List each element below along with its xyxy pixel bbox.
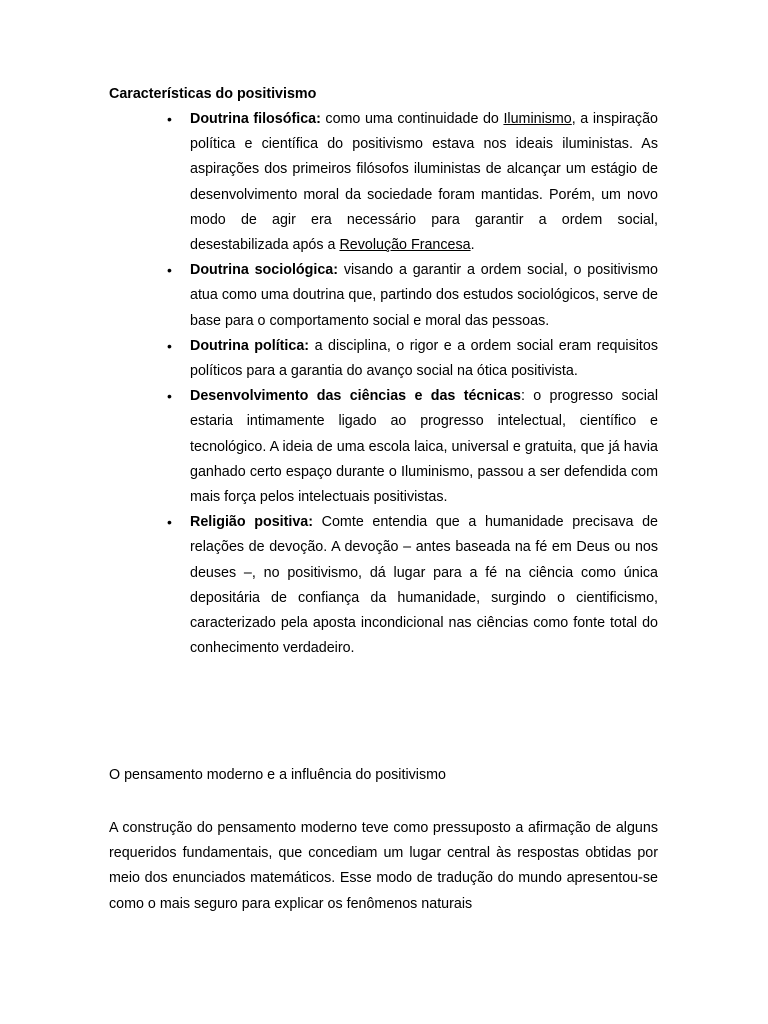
bullet-positive-religion [167, 510, 658, 661]
link-revolucao-francesa[interactable]: Revolução Francesa [339, 237, 471, 254]
bullet-dot: • [167, 111, 172, 127]
bullet-term: Desenvolvimento das ciências e das técnicas [190, 388, 521, 405]
bullet-text: : o progresso social estaria intimamente ligado ao progresso intelectual, científico e tecnológico. A ideia de uma escola laica, universal e gratuita, que já havia ganhado certo espaço durante o Iluminismo, passou a ser defendida com mais força pelos intelectuais positivistas. [190, 388, 659, 506]
bullet-dot: • [167, 337, 172, 354]
characteristics-list [167, 107, 659, 661]
bullet-political-doctrine [167, 334, 658, 384]
bullet-text: visando a garantir a ordem social, o positivismo atua como uma doutrina que, partindo dos estudos sociológicos, serve de base para o comportamento social e moral das pessoas. [190, 262, 658, 329]
bullet-text: . [470, 237, 475, 254]
bullet-dot: • [167, 262, 172, 279]
bullet-term: Religião positiva: [190, 514, 314, 531]
bullet-term: Doutrina política: [190, 337, 310, 354]
bullet-dot: • [167, 388, 172, 405]
bullet-text: como uma continuidade do [320, 111, 504, 127]
bullet-text: , a inspiração política e científica do positivismo estava nos ideais iluministas. As aspirações dos primeiros filósofos iluministas de alcançar um estágio de desenvolvimento moral da sociedade foram mantidas. Porém, um novo modo de agir era necessário para garantir a ordem social, desestabilizada após a [190, 111, 658, 254]
section-subheading: O pensamento moderno e a influência do positivismo [109, 767, 446, 783]
bullet-text: a disciplina, o rigor e a ordem social eram requisitos políticos para a garantia do avanço social na ótica positivista. [190, 337, 658, 380]
bullet-term: Doutrina filosófica: [190, 111, 321, 127]
bullet-sciences-techniques [167, 384, 659, 510]
bullet-dot: • [167, 514, 172, 531]
bullet-text: Comte entendia que a humanidade precisava de relações de devoção. A devoção – antes baseada na fé em Deus ou nos deuses –, no positivismo, dá lugar para a fé na ciência como única depositária de confiança da humanidade, surgindo o cientificismo, caracterizado pela aposta incondicional nas ciências como fonte total do conhecimento verdadeiro. [190, 514, 658, 657]
link-iluminismo[interactable]: Iluminismo [503, 111, 572, 127]
bullet-sociological-doctrine [167, 258, 658, 334]
body-paragraph: A construção do pensamento moderno teve como pressuposto a afirmação de alguns requeridos fundamentais, que concediam um lugar central às respostas obtidas por meio dos enunciados matemáticos. Esse modo de tradução do mundo apresentou-se como o mais seguro para explicar os fenômenos naturais [109, 820, 658, 912]
section-heading: Características do positivismo [109, 86, 317, 102]
bullet-philosophical-doctrine [167, 107, 658, 258]
bullet-term: Doutrina sociológica: [190, 262, 339, 279]
